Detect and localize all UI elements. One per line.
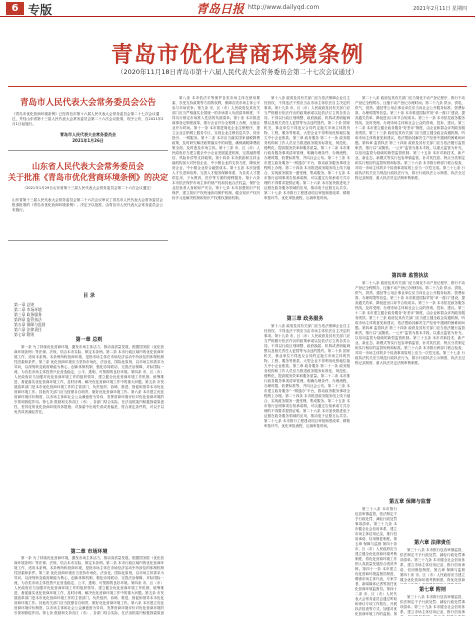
article-text: 第二十八条 政府及其有关部门应当简化不动产登记程序，推行不动产登记全程网办，压缩不动产登记办理时间。第二十九条 供水、供电、供气、供热、通信等公用企事业单位应当向社会公开服务标准、资费标准、办理时限等信息。第三十条 本市推进国际贸易“单一窗口”建设，提高通关效率，降低进出口环节合规成本。第三十一条 本市依托政务服务热线，及时受理、办理市场主体和社会公众的咨询、投诉、建议。第三十二条 本市建立健全政务服务“好差评”制度，由企业和群众评判政务服务绩效。第三十三条 政府及其有关部门应当建立健全政企沟通机制，听取市场主体的意见和建议，依法帮助其解决生产经营中遇到的困难和问题。第四章 监管执法 第三十四条 政府及其有关部门应当依法履行监管职责，推行以“双随机、一公开”监管为基本手段、以重点监管为补充、以信用监管为基础的新型监管机制。第三十五条 本市对新技术、新产业、新业态、新模式等实行包容审慎监管，针对其性质、特点分类制定和实行相应的监管规则和标准。第三十六条 本市推行跨部门联合检查，对同一市场主体的多个检查事项原则上应当一次性完成。第三十七条 行政执法机关应当规范行政执法行为，推行行政执法公示制度、执法全过程记录制度、重大执法决定法制审核制度。 (355, 281, 465, 365)
toc-item: 第七章 附则 (14, 332, 35, 337)
toc-item: 第三章 政务服务 (14, 312, 42, 317)
toc-item: 第四章 监管执法 (14, 317, 42, 322)
page-headline: 青岛市优化营商环境条例 (110, 42, 364, 68)
article-column-5c (400, 595, 465, 616)
article-column-3b (264, 324, 350, 616)
toc-item: 第一章 总则 (14, 302, 35, 307)
announcement-body: 《青岛市优化营商环境条例》已经青岛市第十六届人民代表大会常务委员会第二十七次会议通过，并经山东省第十三届人民代表大会常务委员会第二十六次会议批准，现予公布，自2021年2月1日起施行。 (12, 112, 164, 126)
article-column-5 (355, 507, 397, 616)
announcement-title: 青岛市人民代表大会常务委员会公告 (19, 98, 156, 108)
headline-subtitle: （2020年11月18日青岛市第十六届人民代表大会常务委员会第二十七次会议通过） (116, 68, 359, 76)
decision-title-line2: 关于批准《青岛市优化营商环境条例》的决定 (8, 172, 168, 182)
decision-title-line1: 山东省人民代表大会常务委员会 (32, 161, 144, 171)
article-text: 第十八条 政府及其有关部门应当依法保障企业自主经营权，不得违法干预应当由市场主体依法自主决定的事项。第十九条 市、区（市）人民政府及其有关部门应当严格履行依法作出的政策承诺以及依法订立的各类合同，不得以行政区划调整、政府换届、机构或者职能调整以及相关责任人更替等为由违约毁约。第二十条 国家机关、事业单位不得违反合同约定拖欠市场主体的货物、工程、服务等账款，大型企业不得利用优势地位拖欠中小企业账款。第三章 政务服务 第二十一条 政务服务机构和工作人员应当推进政务服务标准化、规范化、便利化，提高服务效率和服务质量。第二十二条 本市推行政务服务事项清单管理，明确办理条件、办理流程、办理时限、收费标准等，并向社会公布。第二十三条 本市建立政务服务“一网通办”平台，推动政务服务事项全程网上办理。第二十四条 本市推进政务服务线上线下融合，实现政务服务一窗受理、集成服务。第二十五条 本市推行证明事项告知承诺制，可以通过告知承诺方式办理的不得要求提供证明。第二十六条 本市加快推进电子证照在政务服务领域的应用，推动电子证照互认共享。第二十七条 本市推行工程建设项目审批制度改革，精简审批环节，优化审批流程，压减审批时间。 (264, 324, 350, 428)
decision-body: 山东省第十三届人民代表大会常务委员会第二十六次会议审议了青岛市人民代表大会常务委员会报请批准的《青岛市优化营商环境条例》，决定予以批准，由青岛市人民代表大会常务委员会公布施行。 (12, 198, 163, 212)
toc-item: 第六章 法律责任 (14, 327, 42, 332)
section-name: 专版 (28, 3, 53, 17)
article-text: 第八条 本市依法平等保护各类市场主体在使用要素、享受支持政策等方面的权利，保障各类市场主体公平参与市场竞争。第九条 市、区（市）人民政府及其有关部门应当严格落实全国统一的市场准入负面清单制度，不得另行制定市场准入性质的负面清单。第十条 本市推进商事登记制度改革，推行企业开办全程网上办理，压缩企业开办时间。第十一条 本市推进简化企业注销程序，建立企业注销网上服务专区，实现企业注销信息共享、同步指引、一网服务。第十二条 本市应当落实国家减税降费政策，及时研究解决政策落实中的问题，确保减税降费政策全面、及时惠及市场主体。第十三条 市、区（市）人民政府应当建立健全中小企业发展促进机制，完善融资增信、风险补偿等支持政策。第十四条 本市鼓励和支持金融机构加大对民营企业、中小微企业的支持力度，降低民营企业、中小微企业综合融资成本。第十五条 本市加强人才引进和培养，完善人才服务保障体系，为各类人才提供住房、子女教育、医疗等方面的便利服务。第十六条 本市依法保护市场主体的财产权和其他合法权益，保护企业经营者人身和财产安全。第十七条 本市加强知识产权保护，建立知识产权快速协同保护机制，健全知识产权纠纷多元化解决机制和知识产权维权援助机制。 (172, 96, 260, 200)
newspaper-logo: 青岛日报 (196, 2, 245, 16)
article-text: 第三十八条 本市推行包容审慎监管，依法制定不予行政处罚、减轻行政处罚事项清单。第三十九条 本市健全社会信用体系，建立市场主体信用记录，推行信用承诺、信用修复制度。第五章 保障与监督 第四十条 市、区（市）人民政府应当建立健全优化营商环境考核制度，将优化营商环境工作纳入高质量发展综合绩效考核。第四十一条 本市建立优化营商环境监督员制度，聘请市场主体代表、专家学者、新闻媒体记者等担任优化营商环境监督员。第四十二条 市、区（市）人民代表大会常务委员会通过听取和审议专项工作报告、开展执法检查等方式，加强对优化营商环境工作的监督。第 (355, 507, 397, 616)
article-column-1b (14, 556, 164, 616)
article-text: 第一条 为了持续优化营商环境，激发市场主体活力，推动高质量发展，根据国务院《优化营商环境条例》等法律、法规，结合本市实际，制定本条例。第二条 本市行政区域内的优化营商环境工作，适用本条例。本条例所称营商环境，是指市场主体在市场经济活动中所涉及的体制机制性因素和条件。第三条 优化营商环境应当坚持市场化、法治化、国际化原则，以市场主体需求为导向，以深刻转变政府职能为核心，创新体制机制、强化协同联动、完善法治保障，对标国际一流，为各类市场主体投资兴业营造稳定、公平、透明、可预期的良好环境。第四条 市、区（市）人民政府应当加强对优化营商环境工作的组织领导，建立健全优化营商环境工作机制，统筹推进、督促落实优化营商环境工作，及时协调、解决优化营商环境工作中的重大问题。第五条 市发展改革部门是本市优化营商环境工作的主管部门，负责组织、协调、推进、督促和指导本市优化营商环境工作。其他有关部门应当按照各自职责，做好优化营商环境工作。第六条 本市建立优化营商环境评价制度，以市场主体和社会公众满意度为导向，发挥营商环境评价对优化营商环境的引领和督促作用。第七条 鼓励和支持各区（市）、各部门结合实际，在法治框架内积极探索原创 (14, 556, 164, 615)
chapter-heading: 第三章 政务服务 (286, 316, 324, 322)
divider (8, 240, 168, 241)
chapter-heading: 第五章 保障与监督 (389, 499, 431, 505)
announcement-date: 2021年1月26日 (72, 138, 104, 143)
article-column-4b (355, 281, 465, 494)
decision-meta: （2021年1月29日山东省第十三届人民代表大会常务委员会第二十六次会议通过） (22, 186, 154, 190)
page-number: 6 (6, 2, 24, 15)
article-text: 第一条 为了持续优化营商环境，激发市场主体活力，推动高质量发展，根据国务院《优化营商环境条例》等法律、法规，结合本市实际，制定本条例。第二条 本市行政区域内的优化营商环境工作，适用本条例。本条例所称营商环境，是指市场主体在市场经济活动中所涉及的体制机制性因素和条件。第三条 优化营商环境应当坚持市场化、法治化、国际化原则，以市场主体需求为导向，以深刻转变政府职能为核心，创新体制机制、强化协同联动、完善法治保障，对标国际一流，为各类市场主体投资兴业营造稳定、公平、透明、可预期的良好环境。第四条 市、区（市）人民政府应当加强对优化营商环境工作的组织领导，建立健全优化营商环境工作机制，统筹推进、督促落实优化营商环境工作，及时协调、解决优化营商环境工作中的重大问题。第五条 市发展改革部门是本市优化营商环境工作的主管部门，负责组织、协调、推进、督促和指导本市优化营商环境工作。其他有关部门应当按照各自职责，做好优化营商环境工作。第六条 本市建立优化营商环境评价制度，以市场主体和社会公众满意度为导向，发挥营商环境评价对优化营商环境的引领和督促作用。第七条 鼓励和支持各区（市）、各部门结合实际，在法治框架内积极探索原创性、差异化的优化营商环境具体措施；对探索中出现失误或者偏差，符合规定条件的，可以予以免责或者减轻责任。 (14, 345, 164, 414)
issue-date: 2021年2月11日 星期四 (413, 6, 467, 12)
article-column-4 (355, 96, 465, 268)
article-text: 第十八条 政府及其有关部门应当依法保障企业自主经营权，不得违法干预应当由市场主体依法自主决定的事项。第十九条 市、区（市）人民政府及其有关部门应当严格履行依法作出的政策承诺以及依法订立的各类合同，不得以行政区划调整、政府换届、机构或者职能调整以及相关责任人更替等为由违约毁约。第二十条 国家机关、事业单位不得违反合同约定拖欠市场主体的货物、工程、服务等账款，大型企业不得利用优势地位拖欠中小企业账款。第三章 政务服务 第二十一条 政务服务机构和工作人员应当推进政务服务标准化、规范化、便利化，提高服务效率和服务质量。第二十二条 本市推行政务服务事项清单管理，明确办理条件、办理流程、办理时限、收费标准等，并向社会公布。第二十三条 本市建立政务服务“一网通办”平台，推动政务服务事项全程网上办理。第二十四条 本市推进政务服务线上线下融合，实现政务服务一窗受理、集成服务。第二十五条 本市推行证明事项告知承诺制，可以通过告知承诺方式办理的不得要求提供证明。第二十六条 本市加快推进电子证照在政务服务领域的应用，推动电子证照互认共享。第二十七条 本市推行工程建设项目审批制度改革，精简审批环节，优化审批流程，压减审批时间。 (264, 96, 350, 200)
newspaper-url: http://www.dailyqd.com (248, 4, 320, 11)
toc-item: 第二章 市场环境 (14, 307, 42, 312)
article-text: 第三十八条 本市推行包容审慎监管，依法制定不予行政处罚、减轻行政处罚事项清单。第三十九条 本市健全社会信用体系，建立市场主体信用记录，推行信用承 (400, 595, 465, 614)
divider (8, 86, 467, 87)
toc-title: 目 录 (83, 293, 95, 299)
chapter-heading: 第四章 监管执法 (391, 273, 429, 279)
chapter-heading: 第一章 总则 (75, 337, 103, 343)
masthead (0, 0, 475, 17)
article-text: 第二十八条 政府及其有关部门应当简化不动产登记程序，推行不动产登记全程网办，压缩不动产登记办理时间。第二十九条 供水、供电、供气、供热、通信等公用企事业单位应当向社会公开服务标准、资费标准、办理时限等信息。第三十条 本市推进国际贸易“单一窗口”建设，提高通关效率，降低进出口环节合规成本。第三十一条 本市依托政务服务热线，及时受理、办理市场主体和社会公众的咨询、投诉、建议。第三十二条 本市建立健全政务服务“好差评”制度，由企业和群众评判政务服务绩效。第三十三条 政府及其有关部门应当建立健全政企沟通机制，听取市场主体的意见和建议，依法帮助其解决生产经营中遇到的困难和问题。第四章 监管执法 第三十四条 政府及其有关部门应当依法履行监管职责，推行以“双随机、一公开”监管为基本手段、以重点监管为补充、以信用监管为基础的新型监管机制。第三十五条 本市对新技术、新产业、新业态、新模式等实行包容审慎监管，针对其性质、特点分类制定和实行相应的监管规则和标准。第三十六条 本市推行跨部门联合检查，对同一市场主体的多个检查事项原则上应当一次性完成。第三十七条 行政执法机关应当规范行政执法行为，推行行政执法公示制度、执法全过程记录制度、重大执法决定法制审核制度。 (355, 96, 465, 180)
chapter-heading: 第二章 市场环境 (70, 549, 108, 555)
toc-item: 第五章 保障与监督 (14, 322, 46, 327)
article-column-3 (264, 96, 350, 311)
announcement-signer: 青岛市人民代表大会常务委员会 (60, 132, 116, 137)
divider (8, 150, 168, 151)
table-of-contents (14, 292, 164, 337)
chapter-heading: 第六章 法律责任 (414, 540, 451, 546)
article-column-5b (400, 548, 465, 584)
article-column-1 (14, 345, 164, 545)
article-text: 第三十八条 本市推行包容审慎监管，依法制定不予行政处罚、减轻行政处罚事项清单。第三十九条 本市健全社会信用体系，建立市场主体信用记录，推行信用承诺、信用修复制度。第五章 保障与监督 第四十条 市、区（市）人民政府应当建立健全优化营商环境考核制度，将优化营商 (400, 548, 465, 582)
article-column-2 (172, 96, 260, 616)
chapter-heading: 第七章 附则 (419, 587, 446, 593)
